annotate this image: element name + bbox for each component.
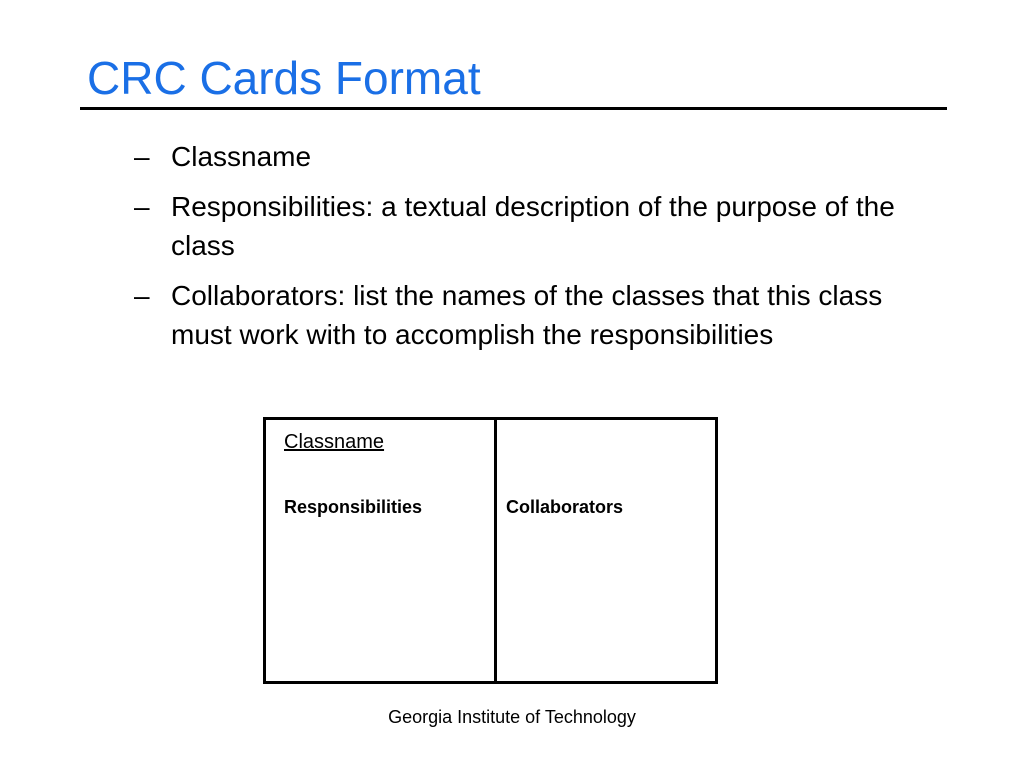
- bullet-item: [134, 187, 914, 265]
- bullet-list: [134, 137, 914, 365]
- card-classname-label: Classname: [284, 431, 385, 453]
- bullet-text: Collaborators: list the names of the classes that this class must work with to accomplish the responsibilities: [171, 280, 883, 350]
- bullet-item: [134, 137, 914, 176]
- title-divider: [80, 107, 947, 110]
- slide-title: CRC Cards Format: [87, 52, 481, 104]
- crc-card-diagram: [263, 417, 718, 684]
- responsibilities-column: [266, 420, 497, 681]
- collaborators-column: [497, 420, 715, 681]
- dash-marker: –: [134, 280, 150, 311]
- bullet-item: [134, 276, 914, 354]
- dash-marker: –: [134, 191, 150, 222]
- dash-marker: –: [134, 141, 150, 172]
- bullet-text: Classname: [171, 141, 312, 172]
- bullet-text: Responsibilities: a textual description of the purpose of the class: [171, 191, 895, 261]
- card-responsibilities-label: Responsibilities: [284, 497, 423, 517]
- slide-footer: Georgia Institute of Technology: [388, 707, 636, 727]
- card-collaborators-label: Collaborators: [506, 497, 624, 517]
